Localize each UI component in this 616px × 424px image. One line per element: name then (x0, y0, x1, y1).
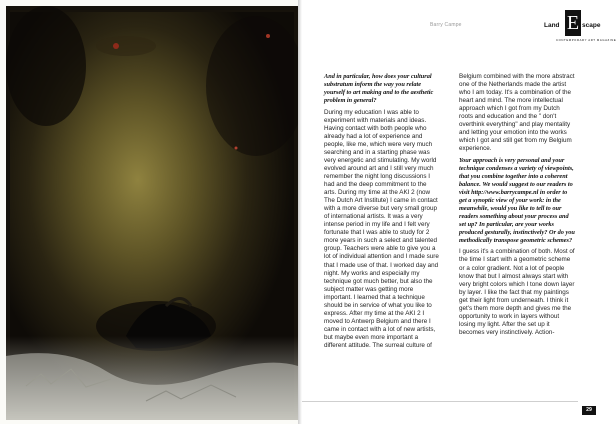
interview-answer: During my education I was able to experiment with materials and ideas. Having contact with both people who already had a lot of experience and people, like me, which were very much searching and in a starting phase was very energetic and stimulating. My world evolved around art and I still very much remember the night long discussions I had and the deep commitment to the arts. During my time at the AKI 2 (now The Dutch Art Institute) I came in contact with a more diverse but very small group of international artists. It was a very intense period in my life and I felt very fortunate that I was able to study for 2 more years in such a select and talented group. Teachers were able to give you a lot of individual attention and I made sure that I made use of that. I worked day and night. My works and especially my technique got much better, but also the subject matter was getting more important. I learned that a technique should be in service of what you like to express. After my time at the AKI 2 I moved to Antwerp Belgium and there I came in contact with a lot of new artists, but maybe even more important a different attitude. The surreal culture of (324, 108, 439, 349)
interview-answer-continued: Belgium combined with the more abstract one of the Netherlands made the artist who I am today. It's a combination of the heart and mind. The more intellectual approach which I got from my Dutch roots and education and the " don't overthink everything" and play mentality and letting your emotion into the works which I got and still get from my Belgium experience. (459, 73, 575, 153)
page-number: 29 (586, 407, 592, 413)
logo-text-left: Land (544, 22, 560, 29)
interview-question: Your approach is very personal and your technique condenses a variety of viewpoints, that you combine together into a coherent balance. We would suggest to our readers to visit http://www.barrycampe.nl in order to get a synoptic view of your work: in the meanwhile, would you like to tell to our readers something about your process and set up? In particular, are your works produced gesturally, instinctively? Or do you methodically transpose geometric schemes? (459, 157, 575, 244)
article-column-1 (324, 73, 440, 350)
page-number-box (582, 406, 596, 415)
interview-answer: I guess it's a combination of both. Most of the time I start with a geometric scheme or a color gradient. Not a lot of people know that but I almost always start with very bright colors which I tone down layer by layer. I like the fact that my paintings get their light from underneath. I think it get's them more depth and gives me the opportunity to work in layers without losing my light. After the set up it becomes very instinctively. Action- (459, 248, 575, 336)
magazine-logo (544, 10, 616, 44)
logo-text-right: scape (582, 22, 601, 29)
right-page (302, 0, 616, 424)
article-column-2 (459, 73, 575, 337)
logo-letter: E (566, 12, 580, 34)
logo-tagline: CONTEMPORARY ART MAGAZINE (556, 38, 616, 42)
running-head: Barry Campe (430, 22, 462, 28)
painting-artwork (6, 6, 298, 420)
interview-question: And in particular, how does your cultural substratum inform the way you relate yourself to art making and to the aesthetic problem in general? (324, 73, 434, 104)
left-page (0, 0, 300, 424)
footer-rule (302, 401, 578, 402)
